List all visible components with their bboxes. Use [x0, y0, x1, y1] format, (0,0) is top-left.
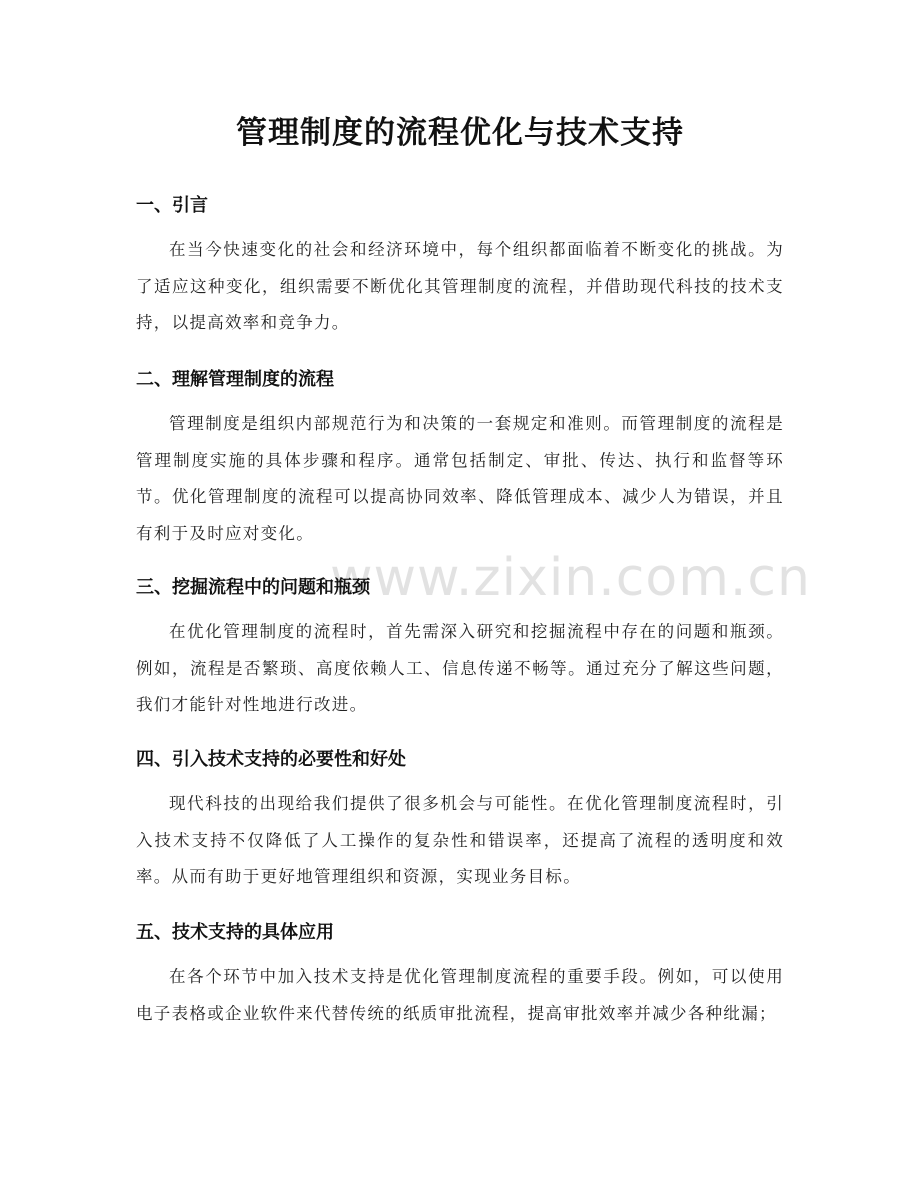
section-heading-1: 一、引言: [136, 195, 208, 216]
watermark: www.zixin.com.cn: [330, 548, 811, 608]
section-paragraph-1: 在当今快速变化的社会和经济环境中，每个组织都面临着不断变化的挑战。为了适应这种变化，组织需要不断优化其管理制度的流程，并借助现代科技的技术支持，以提高效率和竞争力。: [136, 240, 784, 332]
section-heading-4: 四、引入技术支持的必要性和好处: [136, 749, 406, 770]
section-heading-3: 三、挖掘流程中的问题和瓶颈: [136, 577, 370, 598]
document-title: 管理制度的流程优化与技术支持: [236, 115, 684, 151]
section-heading-2: 二、理解管理制度的流程: [136, 369, 334, 390]
section-paragraph-3: 在优化管理制度的流程时，首先需深入研究和挖掘流程中存在的问题和瓶颈。例如，流程是否繁琐、高度依赖人工、信息传递不畅等。通过充分了解这些问题，我们才能针对性地进行改进。: [136, 622, 784, 714]
section-paragraph-5: 在各个环节中加入技术支持是优化管理制度流程的重要手段。例如，可以使用电子表格或企业软件来代替传统的纸质审批流程，提高审批效率并减少各种纰漏；: [136, 967, 784, 1023]
section-paragraph-2: 管理制度是组织内部规范行为和决策的一套规定和准则。而管理制度的流程是管理制度实施的具体步骤和程序。通常包括制定、审批、传达、执行和监督等环节。优化管理制度的流程可以提高协同效率、降低管理成本、减少人为错误，并且有利于及时应对变化。: [136, 414, 784, 543]
section-heading-5: 五、技术支持的具体应用: [136, 922, 334, 943]
section-paragraph-4: 现代科技的出现给我们提供了很多机会与可能性。在优化管理制度流程时，引入技术支持不仅降低了人工操作的复杂性和错误率，还提高了流程的透明度和效率。从而有助于更好地管理组织和资源，实现业务目标。: [136, 794, 784, 886]
